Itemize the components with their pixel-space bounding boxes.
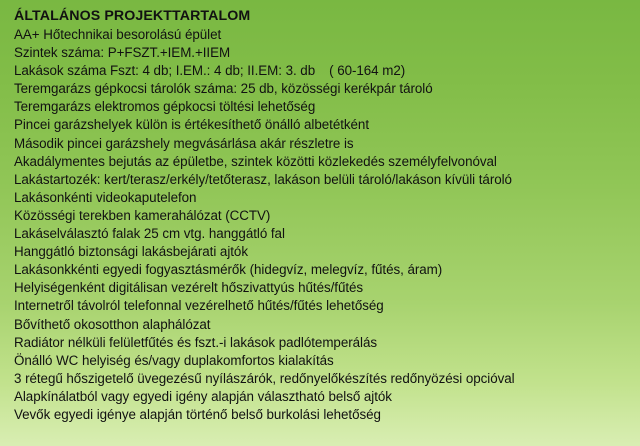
feature-line-accessories: Lakástartozék: kert/terasz/erkély/tetőterasz, lakáson belüli tároló/lakáson kívüli tároló <box>14 171 512 187</box>
feature-line-video-intercom: Lakásonkénti videokaputelefon <box>14 189 197 205</box>
section-title: ÁLTALÁNOS PROJEKTTARTALOM <box>14 8 251 24</box>
feature-line-wc: Önálló WC helyiség és/vagy duplakomfortos kialakítás <box>14 352 334 368</box>
feature-line-basement-parking: Pincei garázshelyek külön is értékesíthető önálló albetétként <box>14 117 369 133</box>
feature-line-entrance-doors: Hanggátló biztonsági lakásbejárati ajtók <box>14 244 248 260</box>
feature-line-garage-spaces: Teremgarázs gépkocsi tárolók száma: 25 db, közösségi kerékpár tároló <box>14 81 433 97</box>
feature-line-smart-home: Bővíthető okosotthon alaphálózat <box>14 316 211 332</box>
feature-line-apartment-count <box>14 62 640 80</box>
feature-line-second-parking: Második pincei garázshely megvásárlása akár részletre is <box>14 135 354 151</box>
feature-line-energy-rating: AA+ Hőtechnikai besorolású épület <box>14 27 222 42</box>
feature-line-levels: Szintek száma: P+FSZT.+IEM.+IIEM <box>14 45 231 61</box>
apartment-count-text: Lakások száma Fszt: 4 db; I.EM.: 4 db; II.EM: 3. db <box>14 63 316 79</box>
feature-line-ev-charging: Teremgarázs elektromos gépkocsi töltési lehetőség <box>14 99 316 115</box>
feature-line-remote-control: Internetről távolról telefonnal vezérelhető hűtés/fűtés lehetőség <box>14 298 384 314</box>
feature-line-accessibility: Akadálymentes bejutás az épületbe, szintek közötti közlekedés személyfelvonóval <box>14 153 497 169</box>
feature-line-interior-tiling: Vevők egyedi igénye alapján történő belső burkolási lehetőség <box>14 406 381 422</box>
feature-list <box>14 26 640 424</box>
feature-line-cctv: Közösségi terekben kamerahálózat (CCTV) <box>14 207 271 223</box>
feature-line-heat-pump: Helyiségenként digitálisan vezérelt hőszivattyús hűtés/fűtés <box>14 280 364 296</box>
apartment-size-range: ( 60-164 m2) <box>329 63 406 79</box>
feature-line-meters: Lakásonkkénti egyedi fogyasztásmérők (hidegvíz, melegvíz, fűtés, áram) <box>14 262 443 278</box>
feature-line-partition-walls: Lakáselválasztó falak 25 cm vtg. hanggátló fal <box>14 226 285 242</box>
feature-line-surface-heating: Radiátor nélküli felületfűtés és fszt.-i lakások padlótemperálás <box>14 334 377 350</box>
feature-line-windows: 3 rétegű hőszigetelő üvegezésű nyílászárók, redőnyelőkészítés redőnyözési opcióval <box>14 370 515 386</box>
feature-line-interior-doors: Alapkínálatból vagy egyedi igény alapján választható belső ajtók <box>14 388 392 404</box>
